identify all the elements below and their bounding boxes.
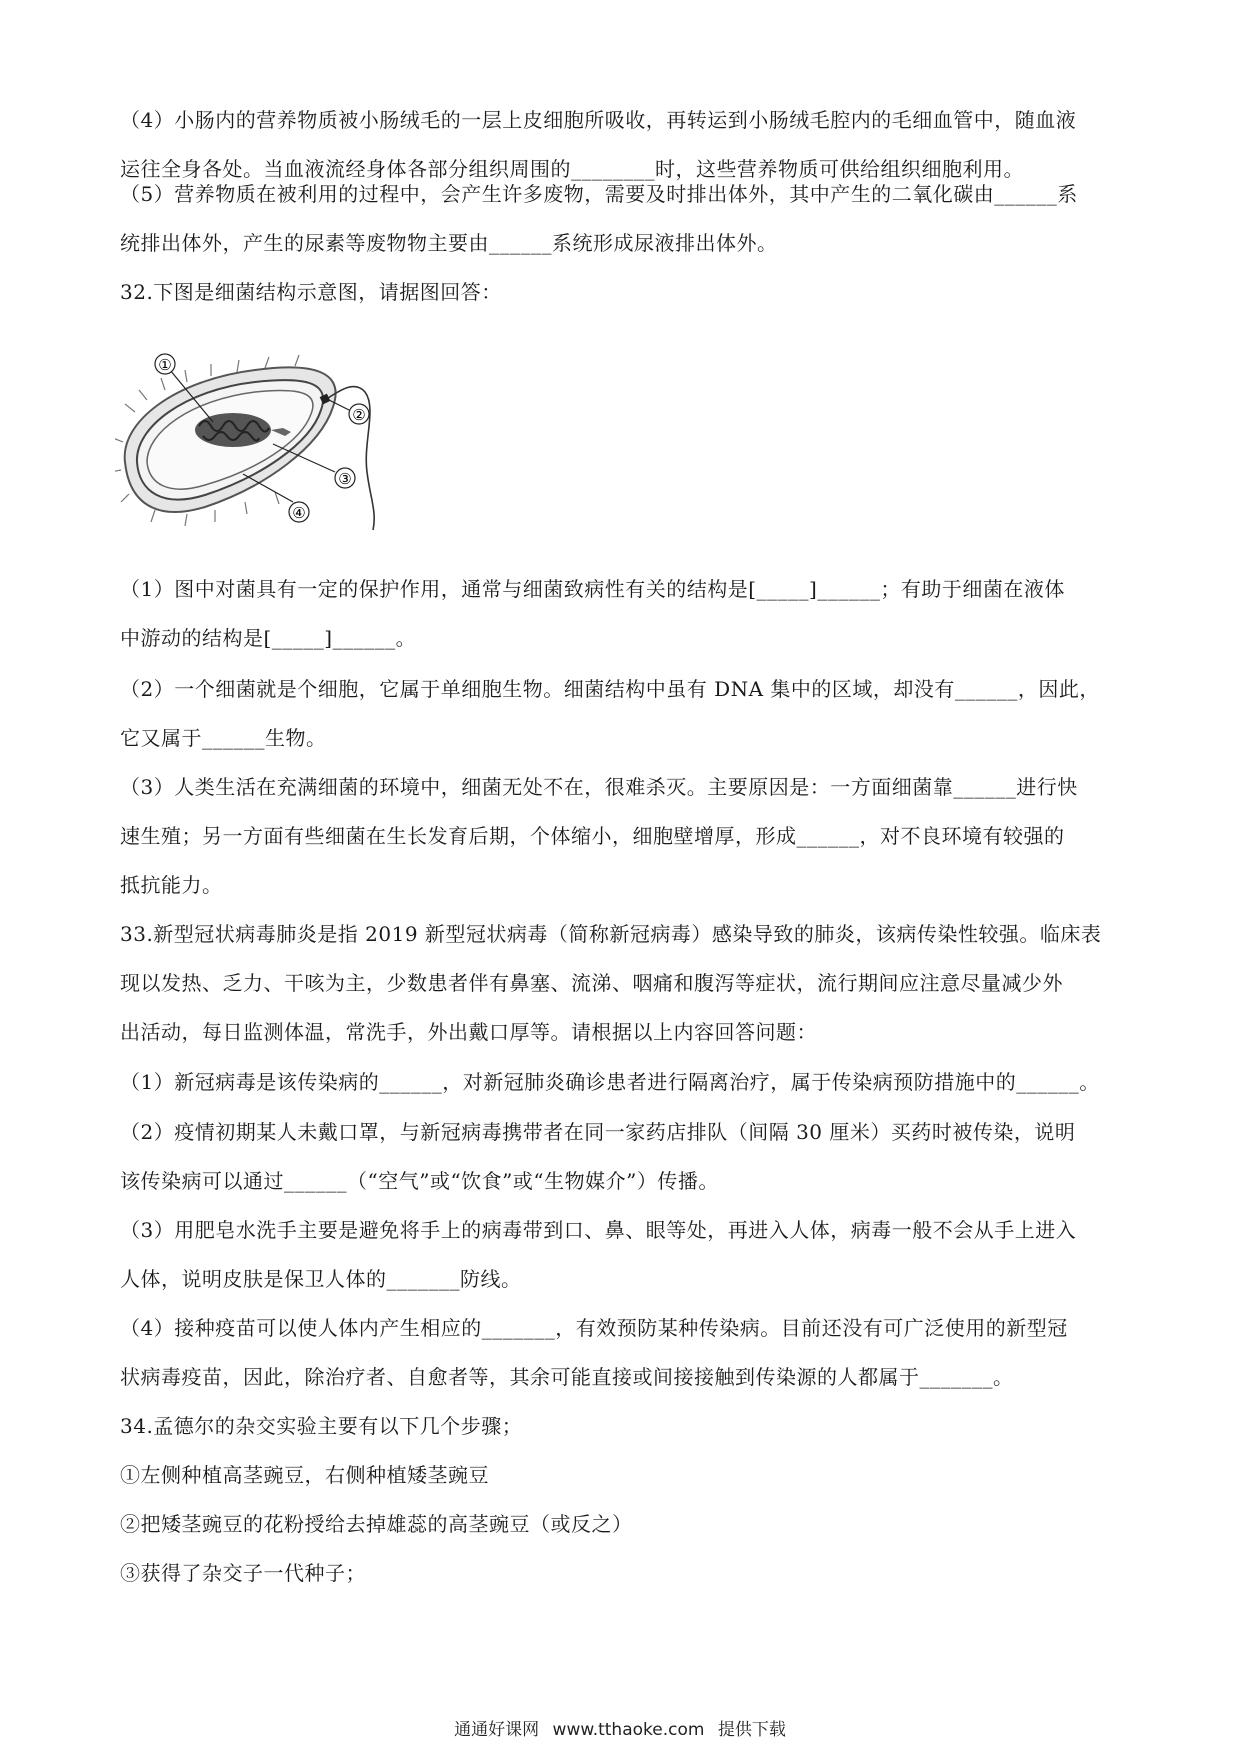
figure-label-1: ① [158, 356, 172, 374]
q33-part3 [120, 1206, 1130, 1304]
footer-site-name: 通通好课网 [454, 1720, 540, 1740]
footer-url[interactable]: www.tthaoke.com [552, 1720, 705, 1740]
q33-part1 [120, 1058, 1130, 1107]
page-footer [0, 1718, 1240, 1742]
text-line: 现以发热、乏力、干咳为主，少数患者伴有鼻塞、流涕、咽痛和腹泻等症状，流行期间应注意尽量减少外 [120, 971, 1063, 995]
q33-stem [120, 910, 1130, 1057]
text-line: （2）一个细菌就是个细胞，它属于单细胞生物。细菌结构中虽有 DNA 集中的区域，却没有______，因此， [120, 677, 1100, 701]
figure-label-3: ③ [338, 470, 352, 488]
text-line: 运往全身各处。当血液流经身体各部分组织周围的________时，这些营养物质可供给组织细胞利用。 [120, 157, 1024, 181]
text-line: （3）用肥皂水洗手主要是避免将手上的病毒带到口、鼻、眼等处，再进入人体，病毒一般不会从手上进入 [120, 1218, 1077, 1242]
text-line: （1）图中对菌具有一定的保护作用，通常与细菌致病性有关的结构是[_____]______；有助于细菌在液体 [120, 577, 1065, 601]
text-line: 该传染病可以通过______（“空气”或“饮食”或“生物媒介”）传播。 [120, 1169, 719, 1193]
q31-part5 [120, 170, 1130, 268]
q33-part4 [120, 1304, 1130, 1402]
text-line: （4）小肠内的营养物质被小肠绒毛的一层上皮细胞所吸收，再转运到小肠绒毛腔内的毛细血管中，随血液 [120, 108, 1077, 132]
text-line: （3）人类生活在充满细菌的环境中，细菌无处不在，很难杀灭。主要原因是：一方面细菌靠______进行快 [120, 775, 1078, 799]
text-line: （1）新冠病毒是该传染病的______，对新冠肺炎确诊患者进行隔离治疗，属于传染病预防措施中的______。 [120, 1070, 1100, 1094]
step-item: ①左侧种植高茎豌豆，右侧种植矮茎豌豆 [120, 1463, 489, 1487]
q34-stem [120, 1402, 1130, 1598]
text-line: 状病毒疫苗，因此，除治疗者、自愈者等，其余可能直接或间接接触到传染源的人都属于_______。 [120, 1365, 1014, 1389]
text-line: 抵抗能力。 [120, 873, 223, 897]
step-item: ②把矮茎豌豆的花粉授给去掉雄蕊的高茎豌豆（或反之） [120, 1512, 633, 1536]
bacteria-structure-diagram [115, 352, 445, 544]
text-line: 中游动的结构是[_____]______。 [120, 626, 417, 650]
footer-suffix: 提供下载 [717, 1720, 786, 1740]
text-line: 33.新型冠状病毒肺炎是指 2019 新型冠状病毒（简称新冠病毒）感染导致的肺炎，该病传染性较强。临床表 [120, 922, 1102, 946]
q32-part2 [120, 665, 1130, 763]
text-line: 统排出体外，产生的尿素等废物物主要由______系统形成尿液排出体外。 [120, 231, 778, 255]
text-line: （5）营养物质在被利用的过程中，会产生许多废物，需要及时排出体外，其中产生的二氧化碳由______系 [120, 182, 1078, 206]
question-stem: 34.孟德尔的杂交实验主要有以下几个步骤； [120, 1414, 523, 1438]
figure-label-2: ② [352, 406, 366, 424]
q32-stem [120, 268, 1130, 317]
q32-part1 [120, 565, 1130, 663]
step-item: ③获得了杂交子一代种子； [120, 1561, 366, 1585]
text-line: 出活动，每日监测体温，常洗手，外出戴口厚等。请根据以上内容回答问题： [120, 1020, 817, 1044]
text-line: 速生殖；另一方面有些细菌在生长发育后期，个体缩小，细胞壁增厚，形成______，对不良环境有较强的 [120, 824, 1065, 848]
q33-part2 [120, 1108, 1130, 1206]
text-line: （2）疫情初期某人未戴口罩，与新冠病毒携带者在同一家药店排队（间隔 30 厘米）买药时被传染，说明 [120, 1120, 1076, 1144]
question-stem: 32.下图是细菌结构示意图，请据图回答： [120, 280, 502, 304]
q32-part3 [120, 763, 1130, 910]
text-line: 人体，说明皮肤是保卫人体的_______防线。 [120, 1267, 522, 1291]
figure-label-4: ④ [292, 504, 306, 522]
text-line: 它又属于______生物。 [120, 726, 327, 750]
text-line: （4）接种疫苗可以使人体内产生相应的_______，有效预防某种传染病。目前还没有可广泛使用的新型冠 [120, 1316, 1068, 1340]
